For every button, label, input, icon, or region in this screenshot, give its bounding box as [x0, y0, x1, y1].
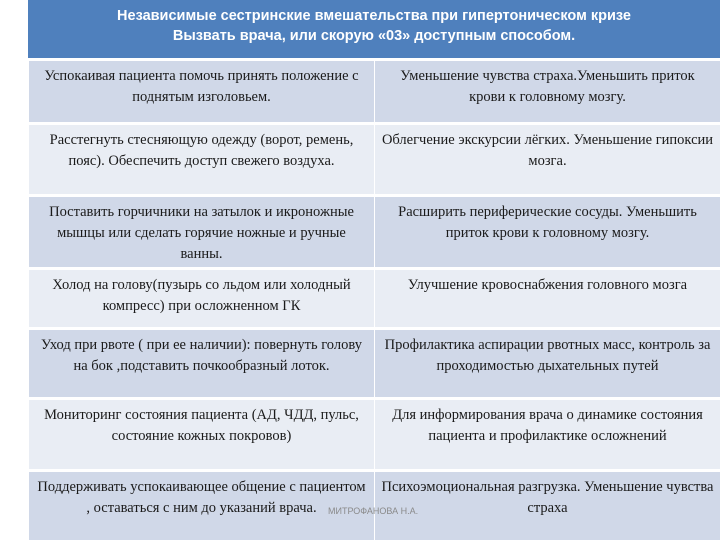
- action-cell: Расстегнуть стесняющую одежду (ворот, ремень, пояс). Обеспечить доступ свежего воздуха.: [29, 124, 375, 196]
- action-cell: Поставить горчичники на затылок и икроножные мышцы или сделать горячие ножные и ручные ванны.: [29, 196, 375, 269]
- action-cell: Успокаивая пациента помочь принять положение с поднятым изголовьем.: [29, 60, 375, 124]
- action-cell: Мониторинг состояния пациента (АД, ЧДД, пульс, состояние кожных покровов): [29, 399, 375, 471]
- purpose-cell: Улучшение кровоснабжения головного мозга: [375, 269, 720, 329]
- table-row: [29, 196, 720, 269]
- purpose-cell: Психоэмоциональная разгрузка. Уменьшение чувства страха: [375, 471, 720, 541]
- purpose-cell: Профилактика аспирации рвотных масс, контроль за проходимостью дыхательных путей: [375, 329, 720, 399]
- table-row: [29, 60, 720, 124]
- purpose-cell: Расширить периферические сосуды. Уменьшить приток крови к головному мозгу.: [375, 196, 720, 269]
- slide: [28, 0, 720, 540]
- interventions-table: [28, 58, 720, 541]
- purpose-cell: Для информирования врача о динамике состояния пациента и профилактике осложнений: [375, 399, 720, 471]
- table-row: [29, 124, 720, 196]
- action-cell: Холод на голову(пузырь со льдом или холодный компресс) при осложненном ГК: [29, 269, 375, 329]
- header-subtitle: Вызвать врача, или скорую «03» доступным способом.: [28, 26, 720, 46]
- author-footer: МИТРОФАНОВА Н.А.: [328, 506, 418, 516]
- purpose-cell: Облегчение экскурсии лёгких. Уменьшение гипоксии мозга.: [375, 124, 720, 196]
- header-title: Независимые сестринские вмешательства при гипертоническом кризе: [28, 6, 720, 26]
- purpose-cell: Уменьшение чувства страха.Уменьшить приток крови к головному мозгу.: [375, 60, 720, 124]
- table-header: [28, 0, 720, 58]
- action-cell: Уход при рвоте ( при ее наличии): повернуть голову на бок ,подставить почкообразный лоток.: [29, 329, 375, 399]
- action-cell: Поддерживать успокаивающее общение с пациентом , оставаться с ним до указаний врача.: [29, 471, 375, 541]
- table-row: [29, 329, 720, 399]
- table-row: [29, 399, 720, 471]
- table-row: [29, 269, 720, 329]
